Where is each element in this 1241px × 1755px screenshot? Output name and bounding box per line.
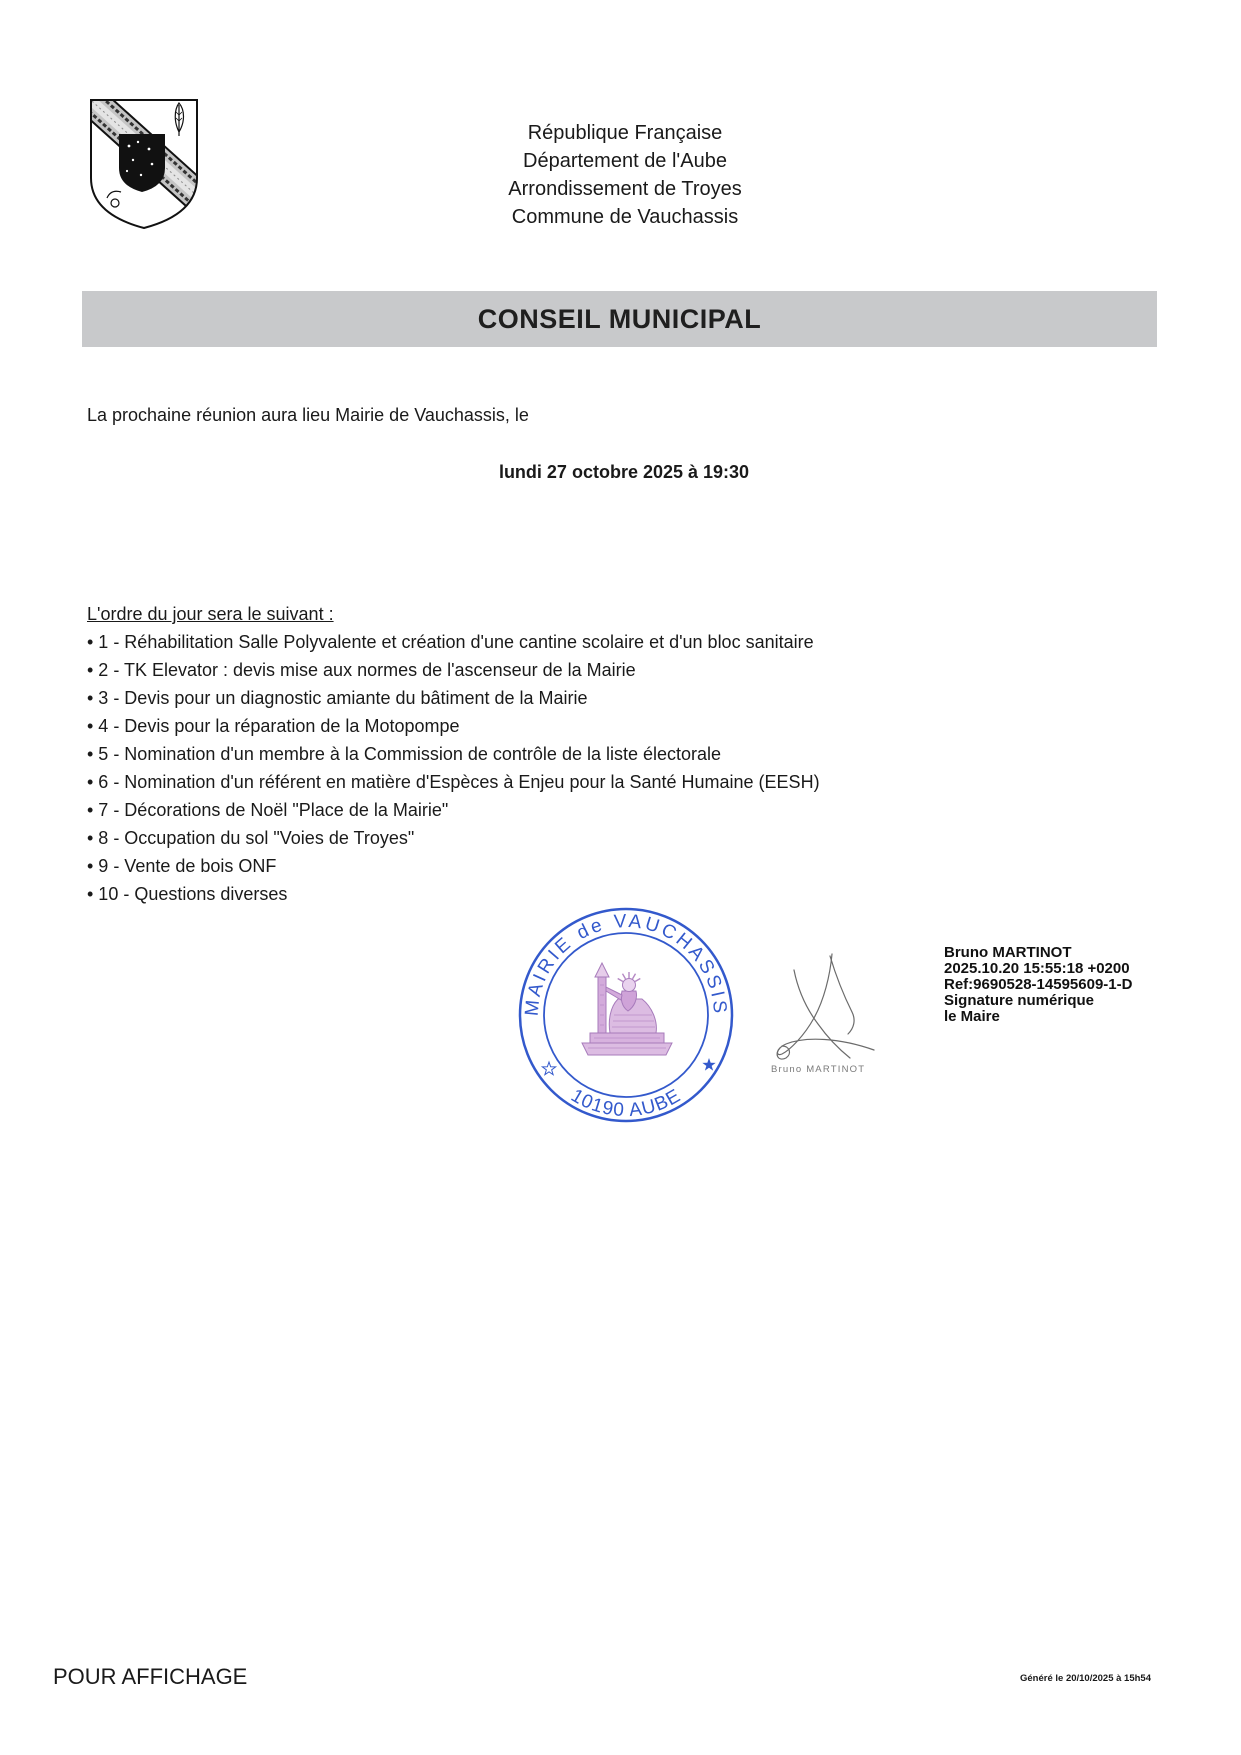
handwritten-signature-icon (770, 950, 882, 1064)
agenda-list (87, 628, 820, 908)
signature-type: Signature numérique (944, 992, 1095, 1009)
header-line-arrondissement: Arrondissement de Troyes (508, 178, 742, 200)
administrative-header (470, 119, 780, 231)
agenda-item: • 6 - Nomination d'un référent en matière d'Espèces à Enjeu pour la Santé Humaine (EESH) (87, 772, 820, 792)
stamp-bottom-text: 10190 AUBE (567, 1085, 685, 1122)
municipal-seal-icon (506, 895, 746, 1135)
svg-text:10190 AUBE (567, 1085, 685, 1121)
handwritten-signature (770, 950, 882, 1064)
agenda-item: • 2 - TK Elevator : devis mise aux normes de l'ascenseur de la Mairie (87, 660, 636, 680)
generated-timestamp: Généré le 20/10/2025 à 15h54 (1020, 1673, 1151, 1684)
meeting-date: lundi 27 octobre 2025 à 19:30 (498, 462, 750, 482)
posting-notice: POUR AFFICHAGE (53, 1664, 248, 1689)
municipal-stamp (506, 895, 746, 1135)
stamp-star-left (542, 1062, 555, 1075)
agenda-item: • 10 - Questions diverses (87, 884, 288, 904)
title-banner (82, 291, 1157, 347)
agenda-item: • 7 - Décorations de Noël "Place de la Mairie" (87, 800, 449, 820)
digital-signature-block (944, 945, 1132, 1025)
signature-reference: Ref:9690528-14595609-1-D (944, 976, 1133, 993)
agenda-heading: L'ordre du jour sera le suivant : (87, 604, 334, 624)
header-line-commune: Commune de Vauchassis (511, 206, 739, 228)
agenda-item: • 1 - Réhabilitation Salle Polyvalente et création d'une cantine scolaire et d'un bloc sanitaire (87, 632, 814, 652)
agenda-item: • 3 - Devis pour un diagnostic amiante du bâtiment de la Mairie (87, 688, 588, 708)
page-title: CONSEIL MUNICIPAL (477, 304, 762, 334)
signer-name: Bruno MARTINOT (944, 944, 1072, 961)
agenda-item: • 5 - Nomination d'un membre à la Commission de contrôle de la liste électorale (87, 744, 722, 764)
coat-of-arms (89, 98, 199, 230)
meeting-intro: La prochaine réunion aura lieu Mairie de Vauchassis, le (87, 405, 529, 425)
agenda-item: • 4 - Devis pour la réparation de la Motopompe (87, 716, 460, 736)
header-line-republic: République Française (527, 122, 723, 144)
agenda (87, 600, 820, 908)
signer-title: le Maire (944, 1008, 1000, 1025)
header-line-department: Département de l'Aube (523, 150, 727, 172)
agenda-item: • 8 - Occupation du sol "Voies de Troyes" (87, 828, 415, 848)
stamp-star-right (702, 1058, 715, 1071)
signature-caption: Bruno MARTINOT (771, 1064, 866, 1075)
signature-timestamp: 2025.10.20 15:55:18 +0200 (944, 960, 1130, 977)
shield-escutcheon (119, 134, 165, 192)
coat-of-arms-icon (89, 98, 199, 230)
stamp-emblem (582, 963, 672, 1055)
stamp-top-text: MAIRIE de VAUCHASSIS (521, 910, 731, 1017)
agenda-item: • 9 - Vente de bois ONF (87, 856, 277, 876)
